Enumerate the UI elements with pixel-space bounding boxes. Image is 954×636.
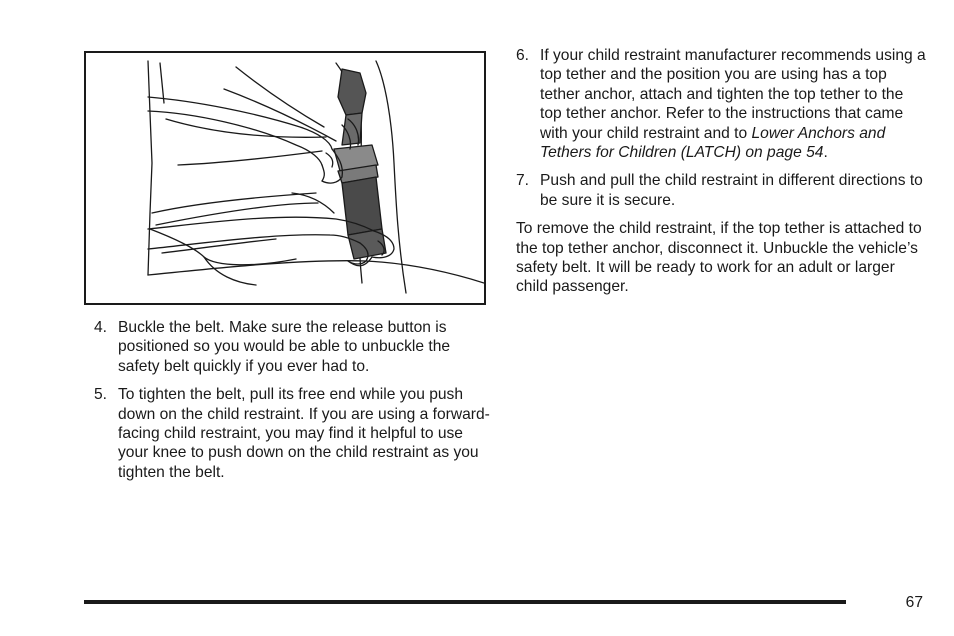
step-number: 6.: [516, 47, 530, 64]
step-number: 7.: [516, 172, 530, 190]
left-column: [94, 318, 494, 491]
hands-buckling-belt-drawing: [86, 53, 484, 303]
page-number: 67: [905, 594, 923, 611]
removal-paragraph: To remove the child restraint, if the top tether is attached to the top tether anchor, disconnect it. Unbuckle the vehicle’s safety belt. It will be ready to work for an adult or larger child passenger.: [516, 220, 922, 296]
step-4: [94, 318, 494, 376]
step-text-main: If your child restraint manufacturer recommends using a top tether and the position you are using has a top tether anchor, attach and tighten the top tether to the top tether anchor. Refer to the instructions that came with your child restraint and to: [540, 47, 926, 142]
footer-rule: [84, 600, 846, 604]
step-7: [516, 171, 926, 210]
step-text: [540, 46, 926, 162]
step-text: Buckle the belt. Make sure the release button is positioned so you would be able to unbuckle the safety belt quickly if you ever had to.: [118, 319, 451, 375]
step-text: To tighten the belt, pull its free end while you push down on the child restraint. If you are using a forward-facing child restraint, you may find it helpful to use your knee to push down on the child restraint as you tighten the belt.: [118, 386, 490, 481]
right-column: [516, 46, 926, 297]
belt-illustration: [84, 51, 486, 305]
latch-page-reference: Lower Anchors and Tethers for Children (LATCH) on page 54: [540, 124, 886, 162]
step-text-end: .: [823, 144, 828, 162]
step-text: Push and pull the child restraint in different directions to be sure it is secure.: [540, 172, 923, 209]
step-number: 4.: [94, 319, 108, 336]
step-5: [94, 385, 494, 482]
step-6: [516, 46, 926, 162]
step-number: 5.: [94, 386, 108, 404]
